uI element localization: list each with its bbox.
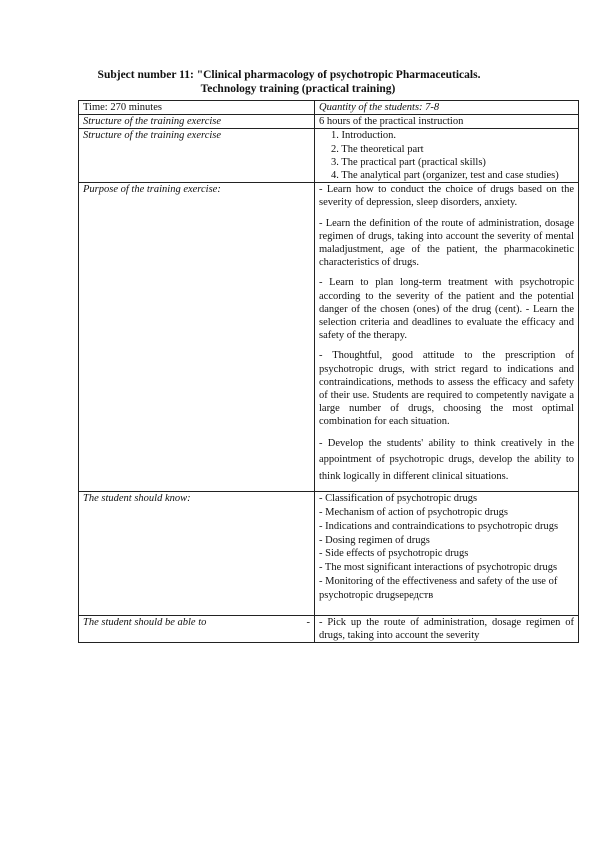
structure-label-2: Structure of the training exercise	[79, 129, 315, 183]
list-item: 1. Introduction.	[331, 130, 397, 142]
purpose-paragraph: - Develop the students' ability to think creatively in the appointment of psychotropic drugs, develop the ability to think logically in different clinical situations.	[319, 437, 574, 482]
able-label-text: The student should be able to	[83, 616, 207, 628]
students-quantity-cell: Quantity of the students: 7-8	[315, 101, 579, 115]
list-item: - Monitoring of the effectiveness and safety of the use of psychotropic drugsередств	[319, 575, 558, 601]
purpose-paragraph: - Learn the definition of the route of administration, dosage regimen of drugs, taking into account the severity of mental maladjustment, age of the patient, the pharmacokinetic characteristics of drugs.	[319, 217, 574, 269]
purpose-cell	[315, 183, 579, 492]
list-item: - The most significant interactions of psychotropic drugs	[319, 562, 558, 574]
able-dash: -	[306, 616, 310, 628]
structure-parts-list	[319, 129, 574, 182]
purpose-label: Purpose of the training exercise:	[79, 183, 315, 492]
able-cell: - Pick up the route of administration, dosage regimen of drugs, taking into account the severity	[315, 615, 579, 642]
table-row-purpose	[79, 183, 579, 492]
list-item: - Dosing regimen of drugs	[319, 534, 430, 546]
time-cell: Time: 270 minutes	[79, 101, 315, 115]
list-item: 3. The practical part (practical skills)	[331, 156, 486, 168]
list-item: - Indications and contraindications to psychotropic drugs	[319, 520, 559, 532]
structure-parts-cell	[315, 129, 579, 183]
know-cell	[315, 492, 579, 615]
purpose-paragraph: - Learn how to conduct the choice of drugs based on the severity of depression, sleep disorders, anxiety.	[319, 184, 574, 209]
structure-hours: 6 hours of the practical instruction	[315, 115, 579, 129]
table-row-structure	[79, 115, 579, 129]
list-item: - Side effects of psychotropic drugs	[319, 548, 469, 560]
list-item: - Mechanism of action of psychotropic drugs	[319, 506, 508, 518]
table-row-structure-parts	[79, 129, 579, 183]
structure-label: Structure of the training exercise	[79, 115, 315, 129]
table-row-know	[79, 492, 579, 615]
know-label: The student should know:	[79, 492, 315, 615]
purpose-paragraph: - Learn to plan long-term treatment with psychotropic according to the severity of the patient and the potential danger of the chosen (ones) of the drug (cent). - Learn the selection criteria and deadlines to evaluate the efficacy and safety of the therapy.	[319, 277, 574, 342]
table-row-able	[79, 615, 579, 642]
list-item: 4. The analytical part (organizer, test and case studies)	[331, 170, 559, 182]
training-table	[78, 100, 579, 643]
purpose-paragraph: - Thoughtful, good attitude to the prescription of psychotropic drugs, with strict regard to indications and contraindications, methods to assess the efficacy and safety of their use. Students are required to competently navigate a large number of drugs, choosing the most optimal combination for each situation.	[319, 350, 574, 428]
title-line-1: Subject number 11: "Clinical pharmacology of psychotropic Pharmaceuticals.	[97, 69, 481, 81]
list-item: 2. The theoretical part	[331, 143, 424, 155]
able-label	[79, 615, 315, 642]
list-item: - Classification of psychotropic drugs	[319, 493, 478, 505]
title-line-2: Technology training (practical training)	[200, 83, 396, 95]
table-row-time	[79, 101, 579, 115]
document-title	[0, 68, 596, 96]
